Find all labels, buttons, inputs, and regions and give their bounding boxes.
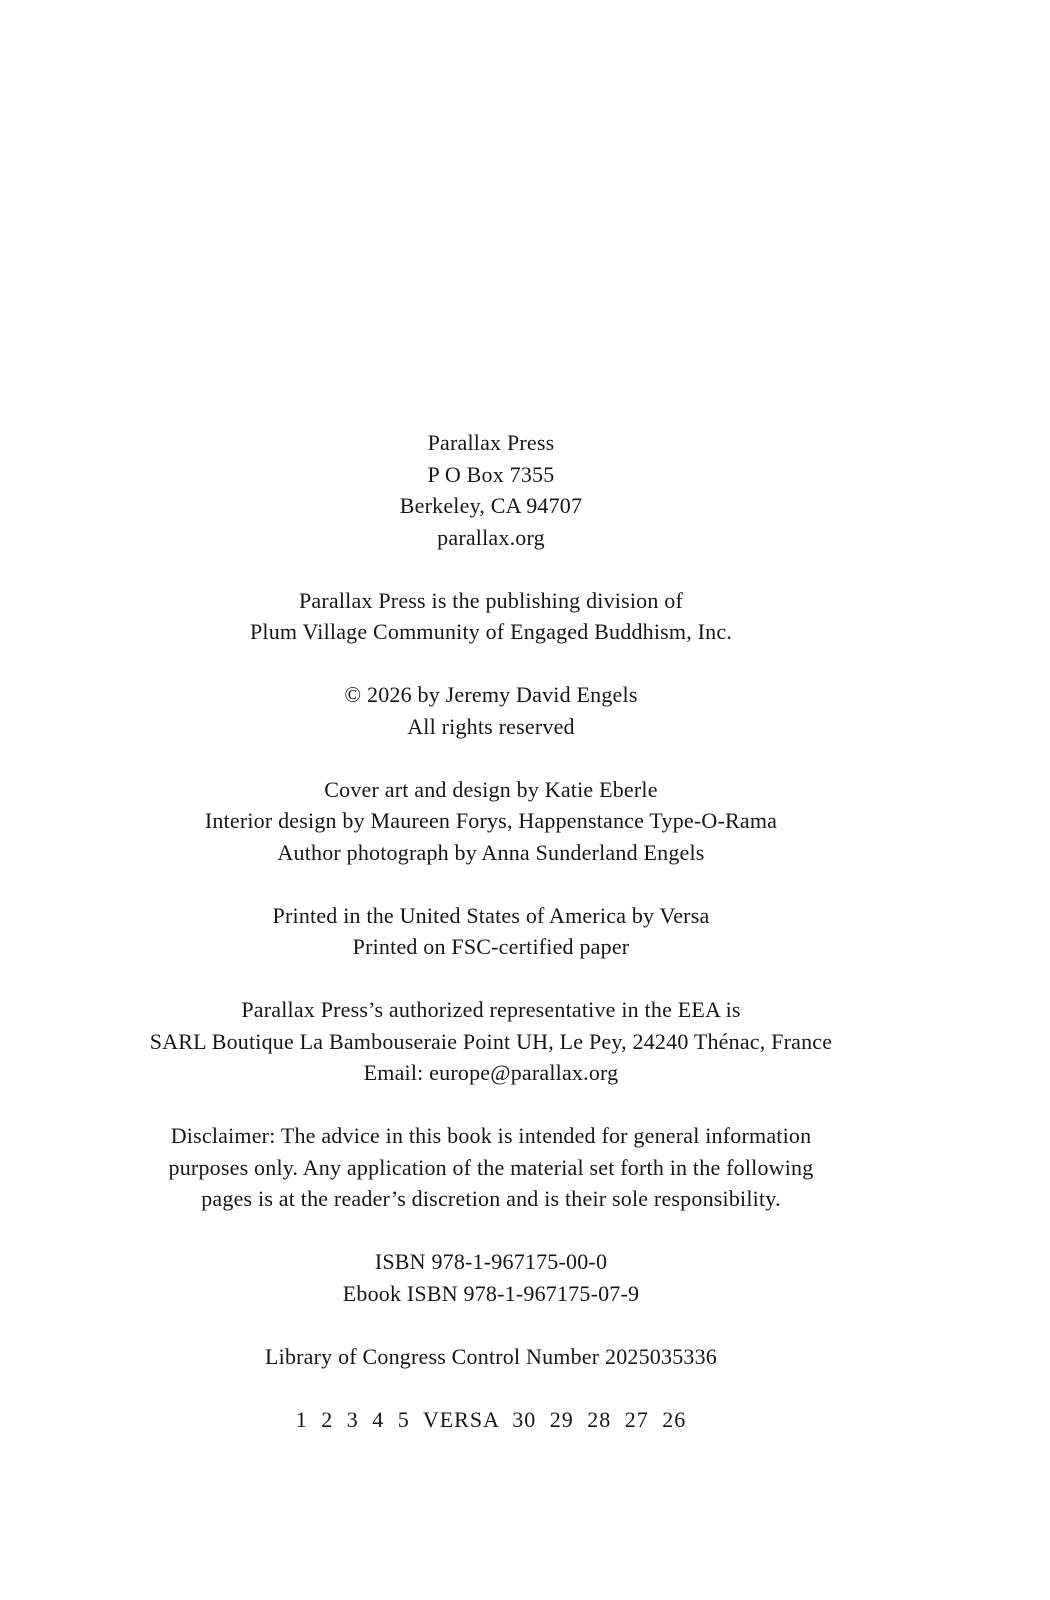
publisher-name: Parallax Press (427, 430, 555, 455)
design-credits-block (101, 774, 881, 869)
eea-rep-email-line: Email: europe@parallax.org (363, 1060, 619, 1085)
publisher-website: parallax.org (437, 524, 545, 550)
loc-number-line: Library of Congress Control Number 2025035336 (265, 1343, 717, 1369)
isbn-print-line: ISBN 978-1-967175-00-0 (374, 1249, 608, 1274)
printed-in-line: Printed in the United States of America by Versa (272, 902, 710, 928)
loc-number-block (101, 1341, 881, 1373)
publisher-division-block (101, 585, 881, 648)
isbn-ebook-line: Ebook ISBN 978-1-967175-07-9 (342, 1280, 640, 1306)
copyright-line: © 2026 by Jeremy David Engels (344, 682, 638, 707)
publisher-address-block (101, 427, 881, 553)
copyright-notice-block (101, 679, 881, 742)
printers-key-block (101, 1404, 881, 1436)
printing-info-block (101, 900, 881, 963)
disclaimer-line-3: pages is at the reader’s discretion and is their sole responsibility. (201, 1186, 781, 1211)
isbn-block (101, 1246, 881, 1309)
eea-rep-line-1: Parallax Press’s authorized representative in the EEA is (241, 997, 741, 1022)
printers-key-line: 1 2 3 4 5 VERSA 30 29 28 27 26 (295, 1406, 687, 1432)
disclaimer-line-2: purposes only. Any application of the material set forth in the following (168, 1154, 814, 1180)
disclaimer-line-1: Disclaimer: The advice in this book is intended for general information (170, 1123, 812, 1148)
cover-credit-line: Cover art and design by Katie Eberle (324, 776, 658, 802)
division-line-1: Parallax Press is the publishing division of (298, 587, 683, 613)
rights-reserved-line: All rights reserved (407, 713, 575, 739)
division-line-2: Plum Village Community of Engaged Buddhism, Inc. (249, 619, 733, 644)
colophon-text-column (101, 427, 881, 1435)
disclaimer-block (101, 1120, 881, 1215)
eea-representative-block (101, 994, 881, 1089)
photo-credit-line: Author photograph by Anna Sunderland Engels (277, 839, 705, 865)
fsc-paper-line: Printed on FSC-certified paper (352, 934, 630, 959)
publisher-city-state-zip: Berkeley, CA 94707 (399, 493, 583, 518)
eea-rep-address-line: SARL Boutique La Bambouseraie Point UH, Le Pey, 24240 Thénac, France (149, 1028, 833, 1054)
publisher-po-box: P O Box 7355 (427, 461, 555, 487)
interior-credit-line: Interior design by Maureen Forys, Happenstance Type-O-Rama (204, 808, 778, 833)
